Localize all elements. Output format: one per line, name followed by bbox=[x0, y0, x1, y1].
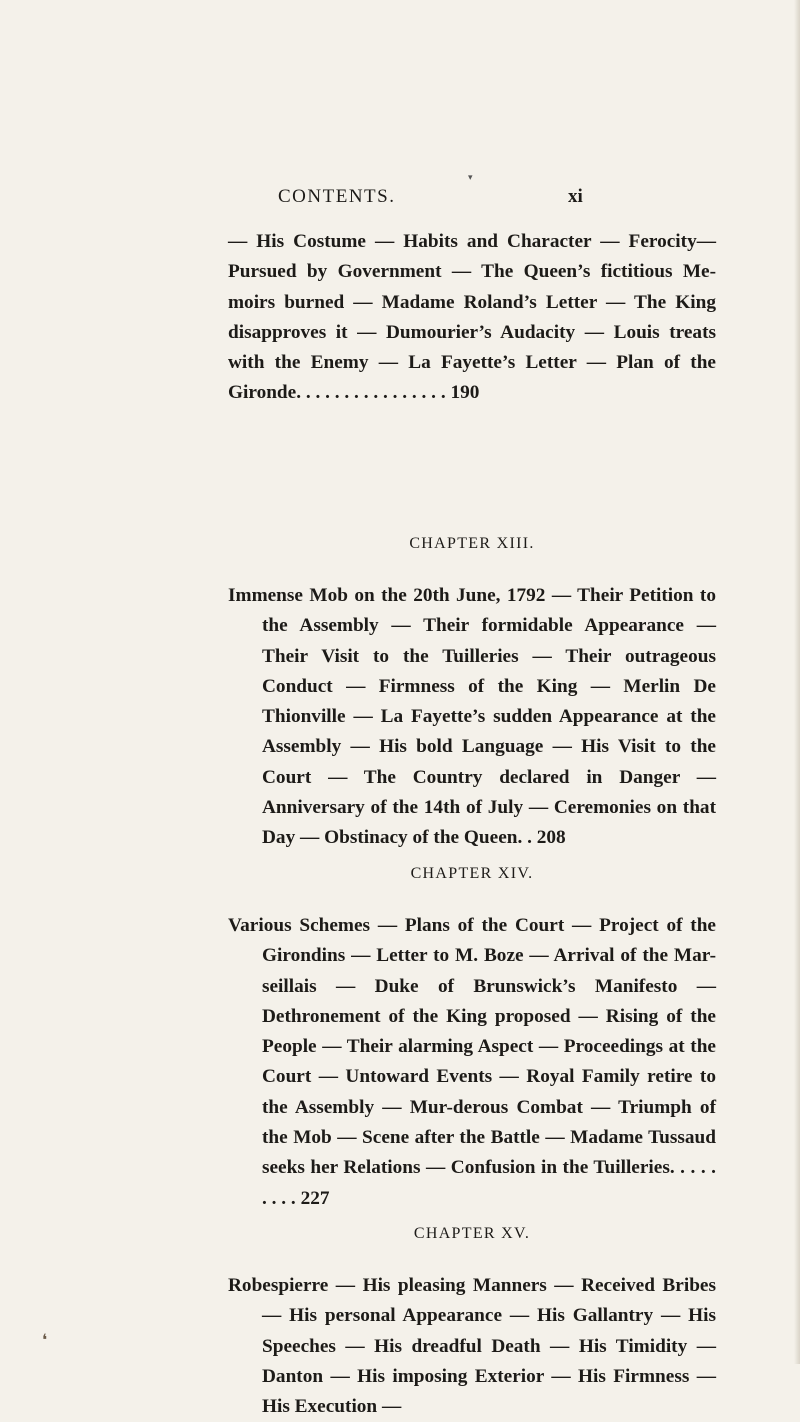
entry-page-number: 190 bbox=[450, 382, 480, 404]
entry-text bbox=[228, 1271, 716, 1422]
entry-summary: Various Schemes — Plans of the Court — Project of the Girondins — Letter to M. Boze — Arrival of the Mar-seillais — Duke of Brunswick’s Manifesto — Dethronement of the King proposed — Rising of the People — Their alarming Aspect — Proceedings at the Court — Untoward Events — Royal Family retire to the Assembly — Mur-derous Combat — Triumph of the Mob — Scene after the Battle — Madame Tussaud seeks her Relations — Confusion in the Tuilleries. . . . . . . . . bbox=[228, 915, 716, 1209]
ink-blot-icon: ❛ bbox=[42, 1332, 48, 1349]
chapter-heading: CHAPTER XIV. bbox=[410, 865, 534, 882]
entry-page-number: 227 bbox=[300, 1187, 330, 1209]
contents-entry-chapter-xiii bbox=[228, 529, 716, 859]
contents-list bbox=[228, 227, 716, 1422]
entry-summary: — His Costume — Habits and Character — Ferocity— Pursued by Government — The Queen’s fictitious Me-moirs burned — Madame Roland’s Letter — The King disapproves it — Dumourier’s Audacity — Louis treats with the Enemy — La Fayette’s Letter — Plan of the Gironde. . . . . . . . . . . . . . . . bbox=[228, 231, 716, 404]
running-title: CONTENTS. bbox=[278, 186, 396, 207]
page-header bbox=[0, 176, 800, 216]
entry-page-number: 208 bbox=[536, 827, 566, 849]
contents-entry-chapter-xv bbox=[228, 1219, 716, 1422]
chapter-heading: CHAPTER XIII. bbox=[409, 535, 535, 552]
entry-text bbox=[228, 581, 716, 854]
page-number: xi bbox=[568, 186, 583, 207]
entry-summary: Robespierre — His pleasing Manners — Received Bribes — His personal Appearance — His Gallantry — His Speeches — His dreadful Death — His Timidity — Danton — His imposing Exterior — His Firmness — His Execution — bbox=[228, 1275, 716, 1418]
entry-summary: Immense Mob on the 20th June, 1792 — Their Petition to the Assembly — Their formidable Appearance — Their Visit to the Tuilleries — Their outrageous Conduct — Firmness of the King — Merlin De Thionville — La Fayette’s sudden Appearance at the Assembly — His bold Language — His Visit to the Court — The Country declared in Danger — Anniversary of the 14th of July — Ceremonies on that Day — Obstinacy of the Queen. . bbox=[228, 585, 716, 849]
entry-text bbox=[228, 911, 716, 1214]
contents-entry-chapter-xiv bbox=[228, 859, 716, 1219]
chapter-heading: CHAPTER XV. bbox=[413, 1225, 531, 1242]
print-mark-icon: ▾ bbox=[468, 172, 473, 182]
contents-entry-chapter-xii bbox=[228, 227, 716, 529]
entry-text bbox=[228, 227, 716, 409]
